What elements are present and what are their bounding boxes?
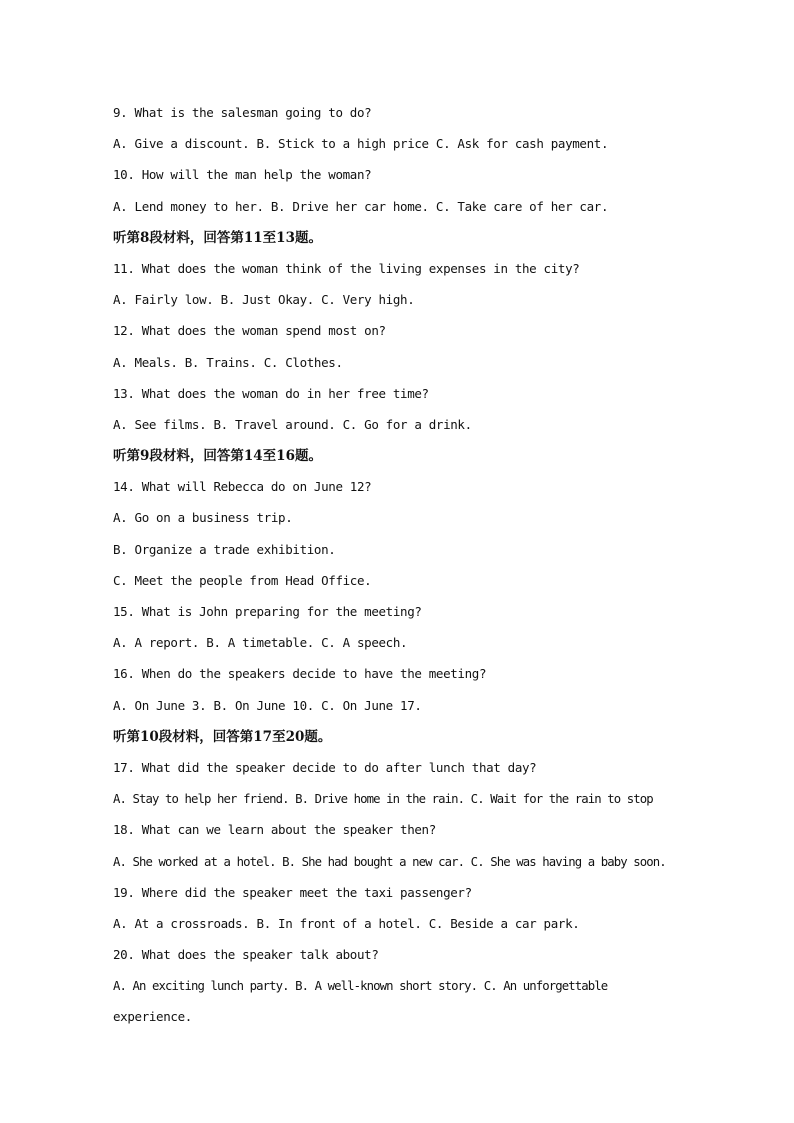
options-line: A. Fairly low. B. Just Okay. C. Very high. bbox=[113, 292, 415, 308]
question-line: 12. What does the woman spend most on? bbox=[113, 323, 386, 339]
question-line: 19. Where did the speaker meet the taxi passenger? bbox=[113, 884, 472, 900]
options-line: C. Meet the people from Head Office. bbox=[113, 572, 372, 588]
options-line: A. An exciting lunch party. B. A well-known short story. C. An unforgettable bbox=[113, 979, 608, 994]
options-line: experience. bbox=[113, 1009, 192, 1025]
document-page bbox=[113, 102, 733, 1038]
question-line: 11. What does the woman think of the living expenses in the city? bbox=[113, 260, 580, 276]
options-line: A. Give a discount. B. Stick to a high price C. Ask for cash payment. bbox=[113, 136, 609, 152]
question-line: 16. When do the speakers decide to have the meeting? bbox=[113, 666, 487, 682]
options-line: A. Meals. B. Trains. C. Clothes. bbox=[113, 354, 343, 370]
options-line: A. On June 3. B. On June 10. C. On June 17. bbox=[113, 697, 422, 713]
section-heading: 听第8段材料，回答第11至13题。 bbox=[113, 229, 322, 246]
question-line: 20. What does the speaker talk about? bbox=[113, 947, 379, 963]
options-line: A. Lend money to her. B. Drive her car home. C. Take care of her car. bbox=[113, 198, 609, 214]
options-line: A. At a crossroads. B. In front of a hotel. C. Beside a car park. bbox=[113, 915, 580, 931]
section-heading: 听第10段材料，回答第17至20题。 bbox=[113, 728, 332, 745]
options-line: B. Organize a trade exhibition. bbox=[113, 541, 336, 557]
question-line: 13. What does the woman do in her free time? bbox=[113, 385, 429, 401]
question-line: 10. How will the man help the woman? bbox=[113, 167, 372, 183]
question-line: 15. What is John preparing for the meeting? bbox=[113, 604, 422, 619]
section-heading: 听第9段材料，回答第14至16题。 bbox=[113, 448, 322, 465]
options-line: A. Go on a business trip. bbox=[113, 510, 293, 526]
question-line: 14. What will Rebecca do on June 12? bbox=[113, 479, 372, 495]
options-line: A. She worked at a hotel. B. She had bought a new car. C. She was having a baby soon. bbox=[113, 854, 666, 869]
question-line: 18. What can we learn about the speaker then? bbox=[113, 822, 436, 838]
question-line: 17. What did the speaker decide to do after lunch that day? bbox=[113, 759, 537, 775]
question-line: 9. What is the salesman going to do? bbox=[113, 105, 372, 120]
options-line: A. See films. B. Travel around. C. Go for a drink. bbox=[113, 416, 472, 432]
options-line: A. A report. B. A timetable. C. A speech. bbox=[113, 635, 408, 651]
options-line: A. Stay to help her friend. B. Drive home in the rain. C. Wait for the rain to stop bbox=[113, 792, 653, 807]
